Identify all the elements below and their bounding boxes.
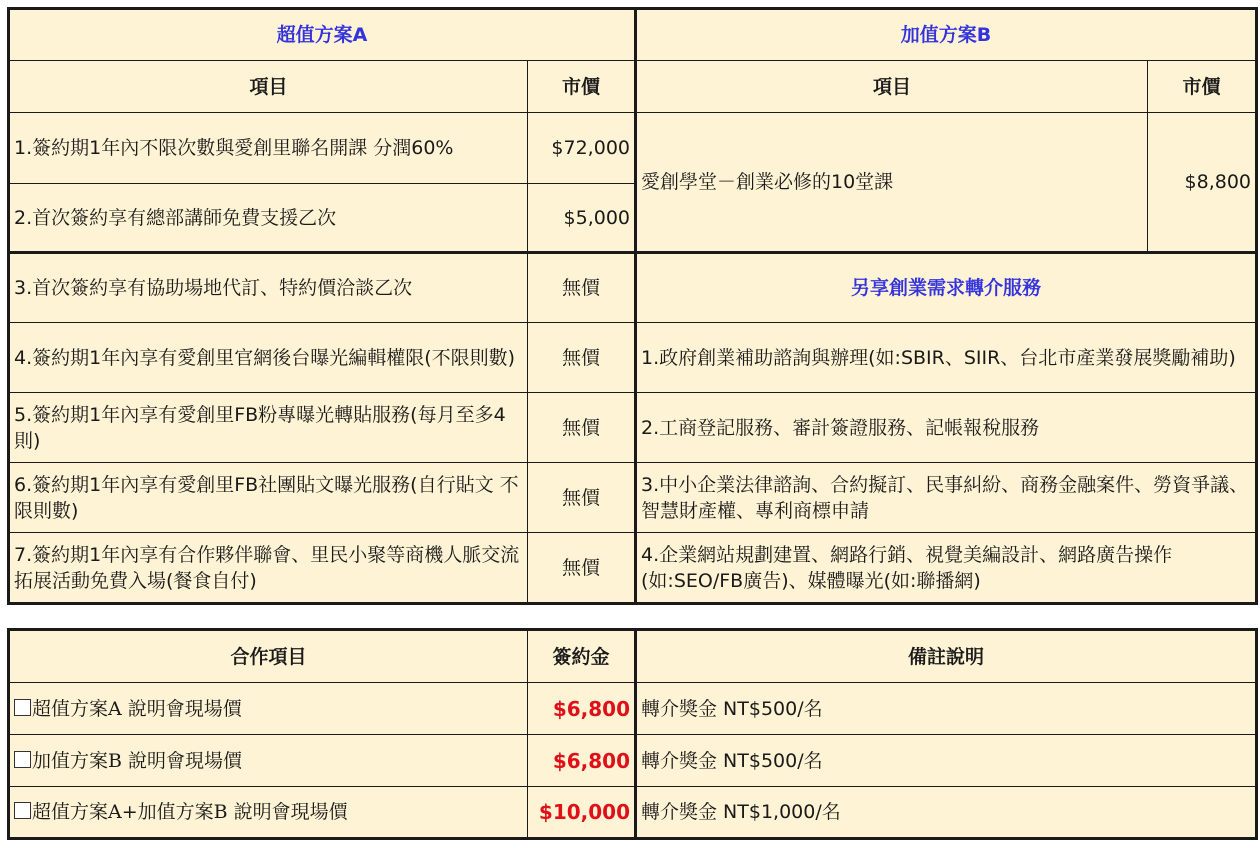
coop-row-2-note: 轉介獎金 NT$500/名 — [636, 735, 1257, 787]
plan-a-price-7: 無價 — [528, 533, 636, 604]
coop-row-3-item — [9, 787, 528, 839]
service-1: 1.政府創業補助諮詢與辦理(如:SBIR、SIIR、台北市產業發展獎勵補助) — [636, 323, 1257, 393]
services-title: 另享創業需求轉介服務 — [636, 253, 1257, 323]
plan-b-price: $8,800 — [1148, 113, 1257, 253]
plan-b-item: 愛創學堂－創業必修的10堂課 — [636, 113, 1148, 253]
coop-item-header: 合作項目 — [9, 630, 528, 683]
coop-row-2-fee: $6,800 — [528, 735, 636, 787]
plan-a-item-header: 項目 — [9, 61, 528, 113]
plan-b-price-header: 市價 — [1148, 61, 1257, 113]
plan-b-item-header: 項目 — [636, 61, 1148, 113]
plan-a-title: 超值方案A — [9, 9, 636, 61]
coop-note-header: 備註說明 — [636, 630, 1257, 683]
coop-fee-header: 簽約金 — [528, 630, 636, 683]
plan-a-price-3: 無價 — [528, 253, 636, 323]
coop-row-3-note: 轉介獎金 NT$1,000/名 — [636, 787, 1257, 839]
coop-row-2-label: 加值方案B 說明會現場價 — [32, 749, 243, 772]
plan-a-price-4: 無價 — [528, 323, 636, 393]
checkbox-icon[interactable] — [14, 751, 31, 768]
checkbox-icon[interactable] — [14, 802, 31, 819]
coop-row-1-label: 超值方案A 說明會現場價 — [32, 697, 242, 720]
plan-a-price-5: 無價 — [528, 393, 636, 463]
plan-a-item-6: 6.簽約期1年內享有愛創里FB社團貼文曝光服務(自行貼文 不限則數) — [9, 463, 528, 533]
coop-row-3-fee: $10,000 — [528, 787, 636, 839]
plan-a-item-4: 4.簽約期1年內享有愛創里官網後台曝光編輯權限(不限則數) — [9, 323, 528, 393]
checkbox-icon[interactable] — [14, 699, 31, 716]
coop-row-1-note: 轉介獎金 NT$500/名 — [636, 683, 1257, 735]
service-2: 2.工商登記服務、審計簽證服務、記帳報稅服務 — [636, 393, 1257, 463]
plan-a-item-7: 7.簽約期1年內享有合作夥伴聯會、里民小聚等商機人脈交流拓展活動免費入場(餐食自付) — [9, 533, 528, 604]
cooperation-table — [7, 628, 1258, 840]
coop-row-3-label: 超值方案A+加值方案B 說明會現場價 — [32, 801, 348, 823]
coop-row-1-fee: $6,800 — [528, 683, 636, 735]
plan-a-price-2: $5,000 — [528, 184, 636, 253]
plan-a-price-1: $72,000 — [528, 113, 636, 184]
plan-a-item-2: 2.首次簽約享有總部講師免費支援乙次 — [9, 184, 528, 253]
coop-row-1-item — [9, 683, 528, 735]
service-4: 4.企業網站規劃建置、網路行銷、視覺美編設計、網路廣告操作(如:SEO/FB廣告)、媒體曝光(如:聯播網) — [636, 533, 1257, 604]
plan-a-price-6: 無價 — [528, 463, 636, 533]
plan-a-price-header: 市價 — [528, 61, 636, 113]
plans-table — [7, 7, 1258, 605]
plan-a-item-5: 5.簽約期1年內享有愛創里FB粉專曝光轉貼服務(每月至多4則) — [9, 393, 528, 463]
service-3: 3.中小企業法律諮詢、合約擬訂、民事糾紛、商務金融案件、勞資爭議、智慧財產權、專利商標申請 — [636, 463, 1257, 533]
plan-a-item-3: 3.首次簽約享有協助場地代訂、特約價洽談乙次 — [9, 253, 528, 323]
plan-b-title: 加值方案B — [636, 9, 1257, 61]
plan-a-item-1: 1.簽約期1年內不限次數與愛創里聯名開課 分潤60% — [9, 113, 528, 184]
coop-row-2-item — [9, 735, 528, 787]
